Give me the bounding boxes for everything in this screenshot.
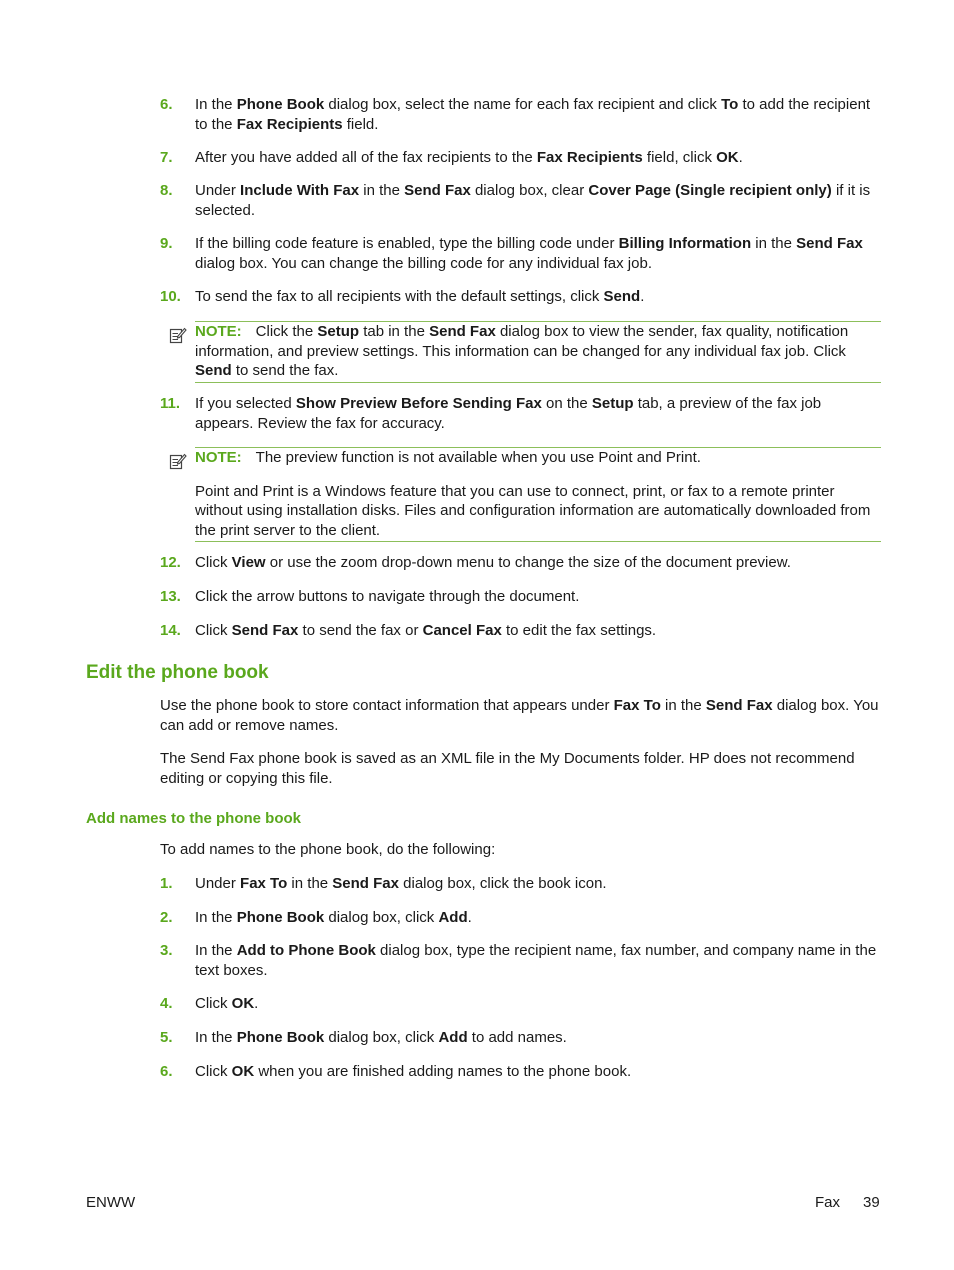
step-number: 13. [160, 588, 181, 605]
ui-term: Include With Fax [240, 182, 360, 199]
note-pencil-icon [169, 326, 187, 344]
ui-term: Cancel Fax [422, 622, 502, 639]
ui-term: Fax Recipients [236, 115, 343, 133]
add-step-2 [160, 908, 882, 928]
step-text: In the Phone Book dialog box, select the name for each fax recipient and click To to add the recipient to the Fax Recipients field. [195, 96, 871, 133]
ui-term: To [721, 96, 739, 113]
step-text: If the billing code feature is enabled, type the billing code under Billing Information in the Send Fax dialog box. You can change the billing code for any individual fax job. [195, 235, 863, 272]
ui-term: Fax To [613, 697, 661, 714]
step-8 [160, 181, 882, 220]
section-heading: Edit the phone book [86, 662, 269, 683]
step-number: 6. [160, 1063, 173, 1080]
note-body: Click the Setup tab in the Send Fax dialog box to view the sender, fax quality, notification information, and preview settings. This information can be changed for any individual fax job. Click Send to send the fax. [195, 323, 849, 379]
footer-section: Fax [815, 1194, 841, 1211]
step-number: 5. [160, 1029, 173, 1046]
ui-term: Send [603, 288, 641, 305]
step-10 [160, 287, 882, 307]
step-number: 1. [160, 875, 173, 892]
note-label: NOTE: [195, 449, 242, 466]
ui-term: Setup [591, 395, 634, 412]
ui-term: Billing Information [618, 235, 752, 252]
add-step-4 [160, 994, 882, 1014]
section-paragraph-1: Use the phone book to store contact information that appears under Fax To in the Send Fax dialog box. You can add or remove names. [160, 697, 879, 734]
ui-term: Send Fax [705, 697, 773, 714]
ui-term: OK [231, 1063, 255, 1080]
ui-term: OK [716, 149, 739, 166]
note-line1: The preview function is not available when you use Point and Print. [255, 449, 701, 466]
step-text: Click View or use the zoom drop-down menu to change the size of the document preview. [195, 554, 791, 571]
section-paragraph-2: The Send Fax phone book is saved as an XML file in the My Documents folder. HP does not recommend editing or copying this file. [160, 750, 855, 787]
ui-term: Show Preview Before Sending Fax [295, 395, 542, 412]
step-number: 11. [160, 395, 181, 412]
step-text: Click OK. [195, 995, 259, 1012]
subsection-heading: Add names to the phone book [86, 810, 302, 827]
step-text: Click Send Fax to send the fax or Cancel Fax to edit the fax settings. [195, 622, 657, 639]
step-number: 14. [160, 622, 181, 639]
ui-term: Send [195, 362, 232, 379]
note-text [195, 322, 881, 381]
step-text: In the Phone Book dialog box, click Add to add names. [195, 1029, 567, 1046]
ui-term: Send Fax [231, 622, 299, 639]
step-text: Under Include With Fax in the Send Fax dialog box, clear Cover Page (Single recipient only) if it is selected. [195, 182, 871, 219]
ui-term: View [231, 554, 266, 571]
add-step-3 [160, 941, 882, 980]
step-number: 12. [160, 554, 181, 571]
step-text: After you have added all of the fax recipients to the Fax Recipients field, click OK. [195, 149, 743, 166]
step-11 [160, 394, 882, 433]
step-number: 8. [160, 182, 173, 199]
step-text: If you selected Show Preview Before Sending Fax on the Setup tab, a preview of the fax job appears. Review the fax for accuracy. [195, 395, 822, 432]
step-number: 10. [160, 288, 181, 305]
footer-page-number: 39 [863, 1194, 880, 1211]
step-text: In the Phone Book dialog box, click Add. [195, 909, 472, 926]
ui-term: Cover Page (Single recipient only) [588, 182, 832, 199]
ui-term: Setup [317, 323, 360, 340]
step-text: To send the fax to all recipients with the default settings, click Send. [195, 288, 645, 305]
ui-term: Add to Phone Book [236, 942, 376, 959]
ui-term: Add [438, 909, 468, 926]
footer-left: ENWW [86, 1194, 136, 1211]
step-number: 6. [160, 96, 173, 113]
ui-term: Fax Recipients [536, 149, 643, 166]
add-step-6 [160, 1062, 882, 1082]
step-6 [160, 95, 882, 134]
note-box [195, 447, 881, 542]
step-13 [160, 587, 882, 607]
note-label: NOTE: [195, 323, 242, 340]
ui-term: Phone Book [236, 96, 325, 113]
step-number: 2. [160, 909, 173, 926]
step-text: Click the arrow buttons to navigate through the document. [195, 588, 580, 605]
step-12 [160, 553, 882, 573]
step-text: Click OK when you are finished adding names to the phone book. [195, 1063, 632, 1080]
step-9 [160, 234, 882, 273]
ui-term: Phone Book [236, 1029, 325, 1046]
add-step-5 [160, 1028, 882, 1048]
ui-term: Add [438, 1029, 468, 1046]
ui-term: OK [231, 995, 255, 1012]
step-number: 3. [160, 942, 173, 959]
step-number: 9. [160, 235, 173, 252]
note-box [195, 321, 881, 383]
step-14 [160, 621, 882, 641]
add-step-1 [160, 874, 882, 894]
ui-term: Send Fax [332, 875, 399, 892]
note-text [195, 448, 881, 468]
note-pencil-icon [169, 452, 187, 470]
ui-term: Fax To [240, 875, 288, 892]
step-number: 7. [160, 149, 173, 166]
note-paragraph: Point and Print is a Windows feature that you can use to connect, print, or fax to a remote printer without using installation disks. Files and configuration information are automatically downloaded from the print server to the client. [195, 482, 871, 539]
step-number: 4. [160, 995, 173, 1012]
ui-term: Phone Book [236, 909, 325, 926]
step-text: Under Fax To in the Send Fax dialog box, click the book icon. [195, 875, 607, 892]
step-7 [160, 148, 882, 168]
ui-term: Send Fax [796, 235, 863, 252]
ui-term: Send Fax [429, 323, 496, 340]
ui-term: Send Fax [404, 182, 471, 199]
subsection-intro: To add names to the phone book, do the following: [160, 841, 496, 858]
step-text: In the Add to Phone Book dialog box, type the recipient name, fax number, and company name in the text boxes. [195, 942, 877, 979]
